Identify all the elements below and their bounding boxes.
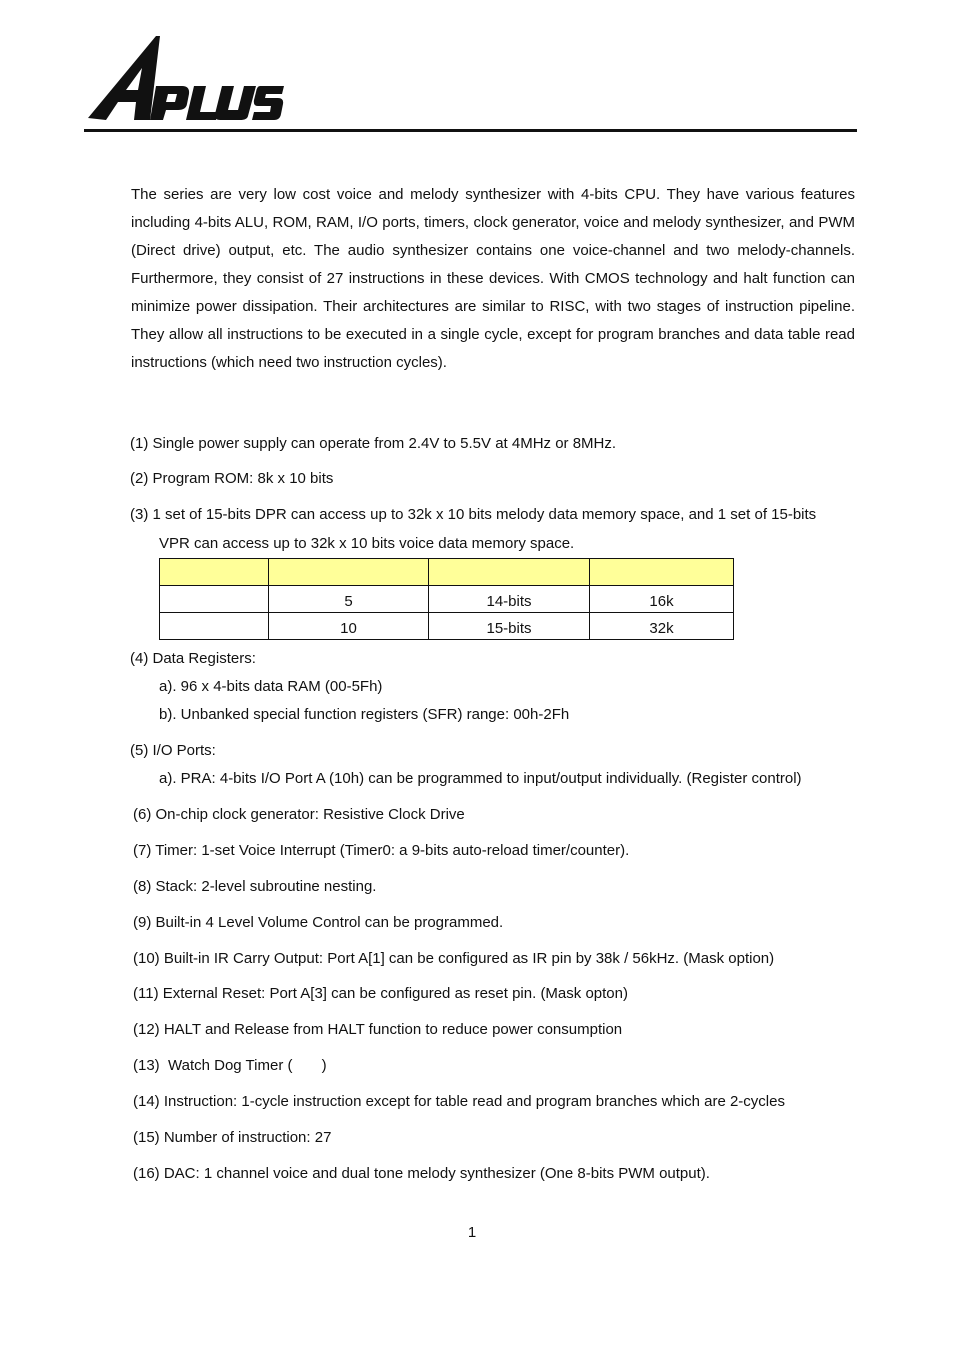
- table-header-cell: [160, 559, 269, 586]
- table-header-cell: [590, 559, 734, 586]
- feature-5: (5) I/O Ports:: [130, 742, 216, 759]
- table-cell: 15-bits: [429, 613, 590, 640]
- feature-15: (15) Number of instruction: 27: [133, 1129, 332, 1146]
- header-rule: [84, 129, 857, 132]
- feature-9: (9) Built-in 4 Level Volume Control can be programmed.: [133, 914, 504, 931]
- feature-4: (4) Data Registers:: [130, 650, 256, 667]
- table-cell: [160, 613, 269, 640]
- feature-7: (7) Timer: 1-set Voice Interrupt (Timer0: a 9-bits auto-reload timer/counter).: [133, 842, 630, 859]
- intro-paragraph: The series are very low cost voice and melody synthesizer with 4-bits CPU. They have various features including 4-bits ALU, ROM, RAM, I/O ports, timers, clock generator, voice and melody synthesizer, and PWM (Direct drive) output, etc. The audio synthesizer contains one voice-channel and two melody-channels. Furthermore, they consist of 27 instructions in these devices. With CMOS technology and halt function can minimize power dissipation. Their architectures are similar to RISC, with two stages of instruction pipeline. They allow all instructions to be executed in a single cycle, except for program branches and data table read instructions (which need two instruction cycles).: [131, 186, 855, 371]
- table-header-row: [160, 559, 734, 586]
- table-cell: 10: [269, 613, 429, 640]
- feature-13: (13) Watch Dog Timer ( ): [133, 1057, 327, 1074]
- feature-14: (14) Instruction: 1-cycle instruction except for table read and program branches which are 2-cycles: [133, 1093, 785, 1110]
- feature-8: (8) Stack: 2-level subroutine nesting.: [133, 878, 377, 895]
- table-cell: 14-bits: [429, 586, 590, 613]
- feature-5a: a). PRA: 4-bits I/O Port A (10h) can be programmed to input/output individually. (Register control): [159, 770, 802, 787]
- feature-11: (11) External Reset: Port A[3] can be configured as reset pin. (Mask opton): [133, 985, 628, 1002]
- feature-6: (6) On-chip clock generator: Resistive Clock Drive: [133, 806, 465, 823]
- feature-2: (2) Program ROM: 8k x 10 bits: [130, 470, 334, 487]
- feature-4a: a). 96 x 4-bits data RAM (00-5Fh): [159, 678, 383, 695]
- feature-3-cont: VPR can access up to 32k x 10 bits voice data memory space.: [159, 535, 575, 552]
- table-cell: 16k: [590, 586, 734, 613]
- feature-10: (10) Built-in IR Carry Output: Port A[1] can be configured as IR pin by 38k / 56kHz. (Mask option): [133, 950, 775, 967]
- feature-16: (16) DAC: 1 channel voice and dual tone melody synthesizer (One 8-bits PWM output).: [133, 1165, 710, 1182]
- table-row: [160, 613, 734, 640]
- table-cell: 32k: [590, 613, 734, 640]
- feature-12: (12) HALT and Release from HALT function to reduce power consumption: [133, 1021, 623, 1038]
- feature-4b: b). Unbanked special function registers (SFR) range: 00h-2Fh: [159, 706, 570, 723]
- memory-spec-table: [159, 558, 734, 640]
- page-number: 1: [467, 1224, 477, 1241]
- feature-1: (1) Single power supply can operate from 2.4V to 5.5V at 4MHz or 8MHz.: [130, 435, 617, 452]
- table-header-cell: [429, 559, 590, 586]
- feature-3: (3) 1 set of 15-bits DPR can access up to 32k x 10 bits melody data memory space, and 1 set of 15-bits: [130, 506, 817, 523]
- aplus-logo: [86, 34, 286, 124]
- table-row: [160, 586, 734, 613]
- table-header-cell: [269, 559, 429, 586]
- table-cell: 5: [269, 586, 429, 613]
- table-cell: [160, 586, 269, 613]
